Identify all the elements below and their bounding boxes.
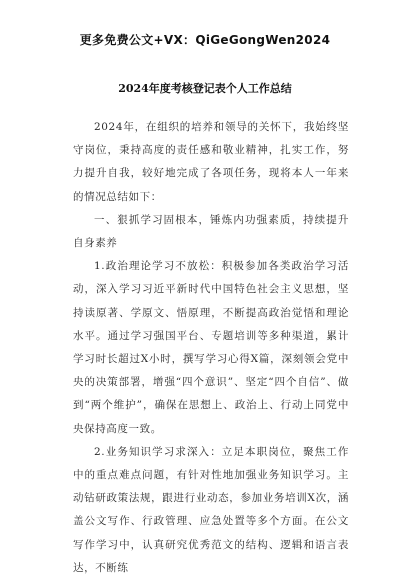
paragraph-section-heading: 一、狠抓学习固根本，锤炼内功强素质，持续提升自身素养 (73, 213, 349, 250)
paragraph-item-1: 1.政治理论学习不放松：积极参加各类政治学习活动，深入学习习近平新时代中国特色社会主义思想，坚持读原著、学原文、悟原理，不断提高政治觉悟和理论水平。通过学习强国平台、专题培训等多种渠道，累计学习时长超过X小时，撰写学习心得X篇，深刻领会党中央的决策部署，增强“四个意识”、坚定“四个自信”、做到“两个维护”，确保在思想上、政治上、行动上同党中央保持高度一致。 (73, 260, 349, 435)
paragraph-item-2: 2.业务知识学习求深入：立足本职岗位，聚焦工作中的重点难点问题，有针对性地加强业务知识学习。主动钻研政策法规，跟进行业动态，参加业务培训X次，涵盖公文写作、行政管理、应急处置等多个方面。在公文写作学习中，认真研究优秀范文的结构、逻辑和语言表达，不断练 (73, 445, 349, 574)
promo-header: 更多免费公文+VX：QiGeGongWen2024 (79, 33, 331, 47)
document-body (73, 116, 349, 580)
document-title: 2024年度考核登记表个人工作总结 (118, 82, 292, 95)
paragraph-intro: 2024年，在组织的培养和领导的关怀下，我始终坚守岗位，秉持高度的责任感和敬业精神，扎实工作，努力提升自我，较好地完成了各项任务，现将本人一年来的情况总结如下： (73, 121, 349, 203)
